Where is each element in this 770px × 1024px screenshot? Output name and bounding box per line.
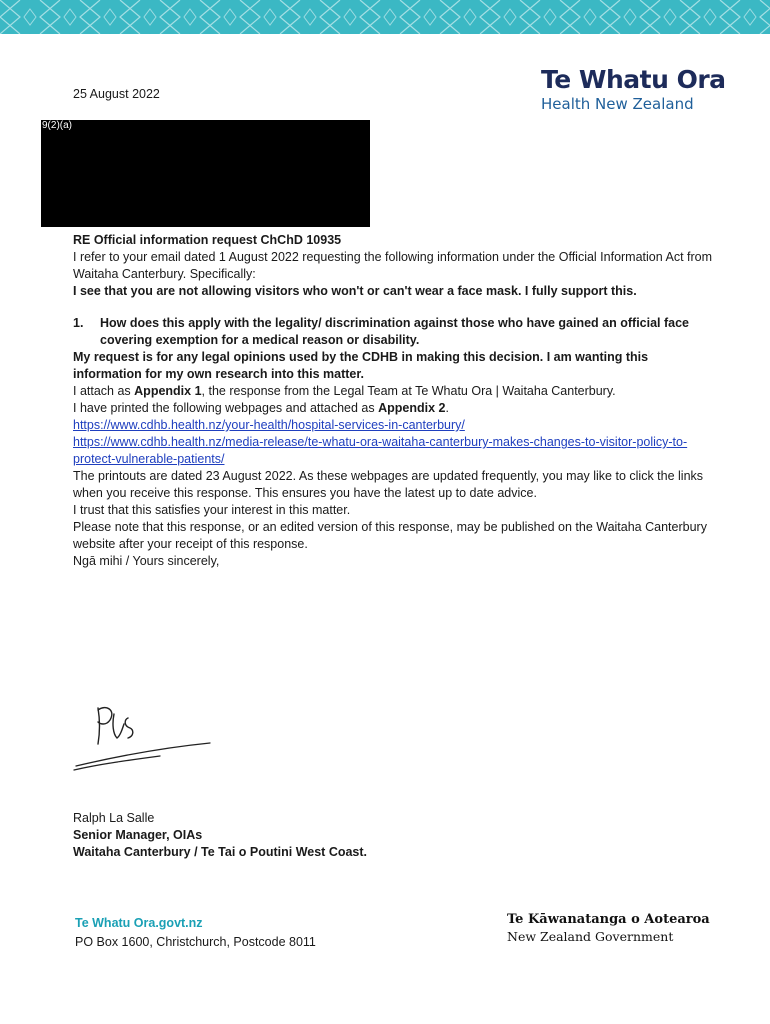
redacted-address-block <box>41 120 370 227</box>
request-paragraph: My request is for any legal opinions used by the CDHB in making this decision. I am wanting this information for my own research into this matter. <box>73 350 649 381</box>
appendix1-pre-text: I attach as <box>73 384 135 398</box>
appendix1-paragraph <box>73 383 713 400</box>
handwritten-signature <box>70 700 220 780</box>
signature-block <box>73 810 367 861</box>
question-text: How does this apply with the legality/ discrimination against those who have gained an official face covering exemption for a medical reason or disability. <box>100 316 690 347</box>
footer-address: PO Box 1600, Christchurch, Postcode 8011 <box>75 935 316 949</box>
numbered-question <box>73 315 713 349</box>
visitor-policy-link[interactable]: https://www.cdhb.health.nz/media-release/te-whatu-ora-waitaha-canterbury-makes-changes-to-visitor-policy-to-protect-vulnerable-patients/ <box>73 435 688 466</box>
footer-contact <box>75 914 316 952</box>
header-pattern-band <box>0 0 770 34</box>
logo-sub-text: Health New Zealand <box>541 95 694 113</box>
hospital-services-link[interactable]: https://www.cdhb.health.nz/your-health/hospital-services-in-canterbury/ <box>73 418 465 432</box>
signatory-title: Senior Manager, OIAs <box>73 828 203 842</box>
signatory-name: Ralph La Salle <box>73 811 155 825</box>
letter-subject: RE Official information request ChChD 10935 <box>73 233 342 247</box>
intro-paragraph: I refer to your email dated 1 August 2022 requesting the following information under the Official Information Act from Waitaha Canterbury. Specifically: <box>73 250 713 281</box>
appendix2-post-text: . <box>445 401 449 415</box>
appendix2-pre-text: I have printed the following webpages and attached as <box>73 401 379 415</box>
gov-logo-line2: New Zealand Government <box>507 929 674 944</box>
appendix2-label: Appendix 2 <box>378 401 446 415</box>
gov-logo-line1: Te Kāwanatanga o Aotearoa <box>507 912 710 927</box>
appendix1-label: Appendix 1 <box>134 384 202 398</box>
appendix2-paragraph <box>73 400 713 417</box>
signatory-organisation: Waitaha Canterbury / Te Tai o Poutini West Coast. <box>73 845 368 859</box>
logo-main-text: Te Whatu Ora <box>541 65 726 94</box>
printouts-paragraph: The printouts are dated 23 August 2022. As these webpages are updated frequently, you may like to click the links when you receive this response. This ensures you have the latest up to date advice. <box>73 469 704 500</box>
letter-date: 25 August 2022 <box>73 87 160 101</box>
trust-paragraph: I trust that this satisfies your interest in this matter. <box>73 503 351 517</box>
appendix1-post-text: , the response from the Legal Team at Te Whatu Ora | Waitaha Canterbury. <box>201 384 616 398</box>
closing-line: Ngā mihi / Yours sincerely, <box>73 554 220 568</box>
redaction-code: 9(2)(a) <box>42 120 73 131</box>
publish-paragraph: Please note that this response, or an edited version of this response, may be published on the Waitaha Canterbury website after your receipt of this response. <box>73 520 707 551</box>
nz-government-logo <box>507 911 710 945</box>
link2-line <box>73 434 713 468</box>
request-statement: I see that you are not allowing visitors who won't or can't wear a face mask. I fully support this. <box>73 284 637 298</box>
band-pattern-graphic <box>0 0 770 34</box>
question-number: 1. <box>73 316 84 330</box>
te-whatu-ora-logo <box>541 66 726 113</box>
link1-line <box>73 417 713 434</box>
letter-body <box>73 232 713 570</box>
footer-website[interactable]: Te Whatu Ora.govt.nz <box>75 916 203 930</box>
